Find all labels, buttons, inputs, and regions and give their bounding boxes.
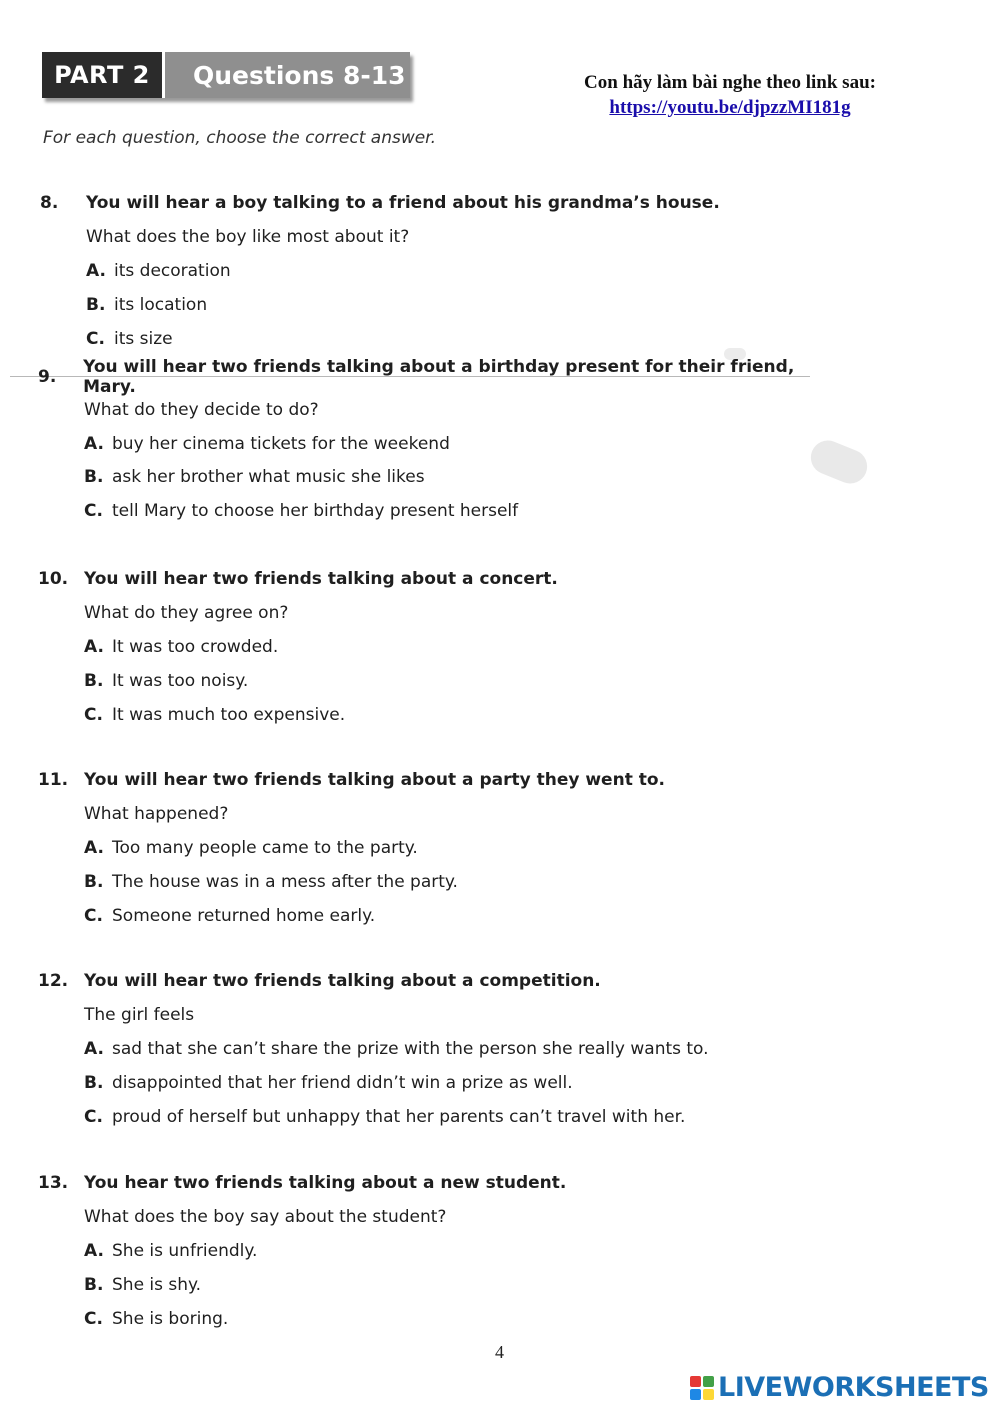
question-title: You hear two friends talking about a new student. [84,1173,567,1193]
listening-link[interactable]: https://youtu.be/djpzzMI181g [609,97,851,118]
option-c[interactable] [38,899,838,933]
option-b[interactable] [40,288,840,322]
question-8 [40,186,840,356]
brand-name: LIVEWORKSHEETS [718,1372,989,1403]
option-letter: A. [84,838,104,858]
question-prompt: What does the boy like most about it? [86,227,410,247]
option-letter: A. [84,637,104,657]
question-13 [38,1166,838,1336]
question-10 [38,562,838,732]
option-c[interactable] [38,1100,838,1134]
question-9 [38,356,838,528]
option-letter: A. [84,1241,104,1261]
option-c[interactable] [40,322,840,356]
option-a[interactable] [40,254,840,288]
logo-square [703,1389,714,1400]
part-label: PART 2 [42,52,162,98]
logo-square [690,1389,701,1400]
option-text: Someone returned home early. [112,906,376,926]
listening-instruction [560,70,900,120]
option-a[interactable] [38,1234,838,1268]
option-letter: B. [84,872,104,892]
option-b[interactable] [38,461,838,495]
option-letter: C. [84,1309,103,1329]
question-12 [38,964,838,1134]
question-title: You will hear two friends talking about a party they went to. [84,770,665,790]
option-letter: A. [86,261,106,281]
option-text: its size [114,329,173,349]
option-text: Too many people came to the party. [112,838,418,858]
option-text: She is unfriendly. [112,1241,258,1261]
option-a[interactable] [38,1032,838,1066]
option-a[interactable] [38,630,838,664]
question-title: You will hear a boy talking to a friend about his grandma’s house. [86,193,720,213]
question-prompt: What do they agree on? [84,603,289,623]
option-text: It was much too expensive. [112,705,346,725]
option-a[interactable] [38,427,838,461]
question-prompt: What do they decide to do? [84,400,319,421]
option-b[interactable] [38,664,838,698]
question-number: 13. [38,1173,69,1193]
question-prompt: The girl feels [84,1005,195,1025]
option-letter: C. [84,500,103,521]
option-text: It was too crowded. [112,637,279,657]
option-letter: A. [84,433,104,454]
option-text: sad that she can’t share the prize with the person she really wants to. [112,1039,709,1059]
question-number: 11. [38,770,69,790]
option-letter: B. [86,295,106,315]
option-text: The house was in a mess after the party. [112,872,458,892]
instruction-text: Con hãy làm bài nghe theo link sau: [584,72,876,93]
option-letter: C. [84,705,103,725]
option-a[interactable] [38,831,838,865]
option-text: its location [114,295,208,315]
questions-range-label: Questions 8-13 [162,52,410,98]
option-b[interactable] [38,1066,838,1100]
question-title: You will hear two friends talking about a birthday present for their friend, Mary. [83,356,795,397]
liveworksheets-logo[interactable] [690,1372,989,1403]
question-number: 9. [38,366,57,387]
option-c[interactable] [38,1302,838,1336]
question-title: You will hear two friends talking about a competition. [84,971,601,991]
question-11 [38,763,838,933]
option-letter: C. [84,906,103,926]
option-c[interactable] [38,494,838,528]
question-number: 12. [38,971,69,991]
option-letter: B. [84,671,104,691]
option-letter: A. [84,1039,104,1059]
option-letter: C. [84,1107,103,1127]
page-number: 4 [495,1342,504,1362]
question-title: You will hear two friends talking about a concert. [84,569,558,589]
option-letter: B. [84,467,104,488]
option-text: It was too noisy. [112,671,249,691]
option-text: its decoration [114,261,231,281]
option-text: She is boring. [112,1309,229,1329]
question-prompt: What happened? [84,804,229,824]
part-header-banner [42,52,410,98]
option-letter: B. [84,1275,104,1295]
logo-square [703,1376,714,1387]
option-text: ask her brother what music she likes [112,467,425,488]
directions-text: For each question, choose the correct answer. [43,128,437,148]
question-number: 10. [38,569,69,589]
liveworksheets-icon [690,1376,714,1400]
logo-square [690,1376,701,1387]
option-text: proud of herself but unhappy that her parents can’t travel with her. [112,1107,686,1127]
option-b[interactable] [38,1268,838,1302]
option-text: She is shy. [112,1275,202,1295]
question-prompt: What does the boy say about the student? [84,1207,447,1227]
option-letter: B. [84,1073,104,1093]
option-b[interactable] [38,865,838,899]
option-c[interactable] [38,698,838,732]
option-text: tell Mary to choose her birthday present herself [112,500,519,521]
option-text: disappointed that her friend didn’t win a prize as well. [112,1073,573,1093]
question-number: 8. [40,193,59,213]
option-letter: C. [86,329,105,349]
option-text: buy her cinema tickets for the weekend [112,433,450,454]
